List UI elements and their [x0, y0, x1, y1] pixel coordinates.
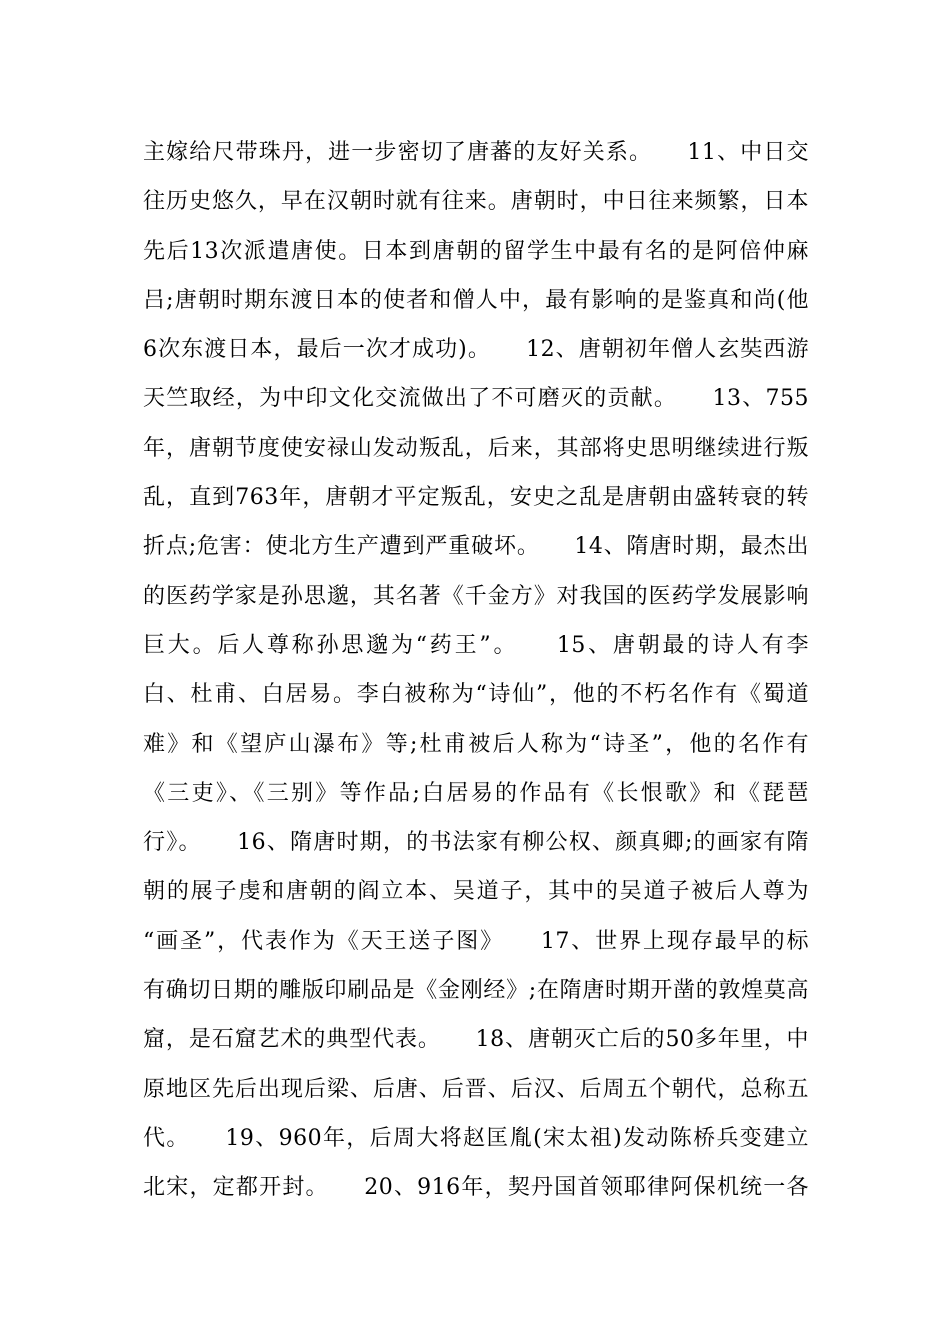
text-line: 代。 19、960年，后周大将赵匡胤(宋太祖)发动陈桥兵变建立 — [143, 1125, 809, 1151]
text-line: 主嫁给尺带珠丹，进一步密切了唐蕃的友好关系。 11、中日交 — [143, 140, 809, 165]
text-line: 《三吏》、《三别》等作品;白居易的作品有《长恨歌》和《琵琶 — [143, 780, 809, 806]
text-line: “画圣”，代表作为《天王送子图》 17、世界上现存最早的标 — [143, 928, 809, 954]
text-line: 年，唐朝节度使安禄山发动叛乱，后来，其部将史思明继续进行叛 — [143, 435, 809, 461]
text-line: 先后13次派遣唐使。日本到唐朝的留学生中最有名的是阿倍仲麻 — [143, 238, 809, 264]
text-line: 6次东渡日本，最后一次才成功)。 12、唐朝初年僧人玄奘西游 — [143, 337, 809, 363]
text-line: 北宋，定都开封。 20、916年，契丹国首领耶律阿保机统一各 — [143, 1175, 809, 1201]
text-line: 有确切日期的雕版印刷品是《金刚经》;在隋唐时期开凿的敦煌莫高 — [143, 978, 809, 1004]
text-line: 白、杜甫、白居易。李白被称为“诗仙”，他的不朽名作有《蜀道 — [143, 682, 809, 708]
text-line: 朝的展子虔和唐朝的阎立本、吴道子，其中的吴道子被后人尊为 — [143, 879, 809, 905]
text-line: 往历史悠久，早在汉朝时就有往来。唐朝时，中日往来频繁，日本 — [143, 189, 809, 215]
text-line: 窟，是石窟艺术的典型代表。 18、唐朝灭亡后的50多年里，中 — [143, 1027, 809, 1053]
text-line: 的医药学家是孙思邈，其名著《千金方》对我国的医药学发展影响 — [143, 583, 809, 609]
text-line: 行》。 16、隋唐时期，的书法家有柳公权、颜真卿;的画家有隋 — [143, 830, 809, 856]
text-line: 折点;危害：使北方生产遭到严重破坏。 14、隋唐时期，最杰出 — [143, 534, 809, 560]
text-line: 乱，直到763年，唐朝才平定叛乱，安史之乱是唐朝由盛转衰的转 — [143, 485, 809, 511]
text-line: 吕;唐朝时期东渡日本的使者和僧人中，最有影响的是鉴真和尚(他 — [143, 287, 809, 313]
text-line: 巨大。后人尊称孙思邈为“药王”。 15、唐朝最的诗人有李 — [143, 632, 809, 658]
document-text-body — [143, 128, 809, 1213]
text-line: 原地区先后出现后梁、后唐、后晋、后汉、后周五个朝代，总称五 — [143, 1076, 809, 1102]
text-line: 天竺取经，为中印文化交流做出了不可磨灭的贡献。 13、755 — [143, 386, 809, 412]
text-line: 难》和《望庐山瀑布》等;杜甫被后人称为“诗圣”，他的名作有 — [143, 731, 809, 757]
